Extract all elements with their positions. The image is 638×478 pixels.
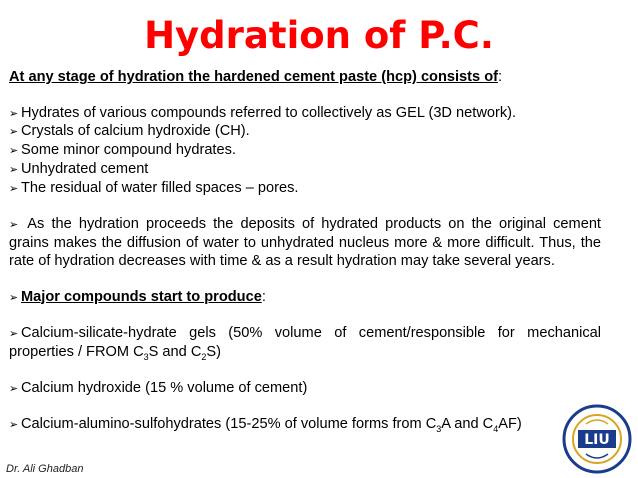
arrow-bullet-icon: ➢ bbox=[9, 328, 19, 341]
list-item: ➢ Some minor compound hydrates. bbox=[9, 142, 601, 161]
logo-letters: LIU bbox=[584, 432, 610, 448]
arrow-bullet-icon: ➢ bbox=[9, 107, 19, 120]
list-item: ➢ Hydrates of various compounds referred to collectively as GEL (3D network). bbox=[9, 105, 601, 124]
compound-cas: ➢ Calcium-alumino-sulfohydrates (15-25% of volume forms from $C_3A$ and $C_4AF$) bbox=[9, 416, 522, 435]
arrow-bullet-icon: ➢ bbox=[9, 182, 19, 195]
list-item: ➢ Unhydrated cement bbox=[9, 161, 601, 180]
arrow-bullet-icon: ➢ bbox=[9, 291, 19, 304]
compound-ch: ➢ Calcium hydroxide (15 % volume of cement) bbox=[9, 380, 601, 399]
hydration-paragraph: ➢ As the hydration proceeds the deposits of hydrated products on the original cement grains makes the diffusion of water to unhydrated nucleus more & more difficult. Thus, the rate of hydration decreases with time & as a result hydration may take several years. bbox=[9, 216, 601, 269]
list-item: ➢ Crystals of calcium hydroxide (CH). bbox=[9, 123, 601, 142]
arrow-bullet-icon: ➢ bbox=[9, 382, 19, 395]
arrow-bullet-icon: ➢ bbox=[9, 163, 19, 176]
arrow-bullet-icon: ➢ bbox=[9, 419, 19, 432]
compound-csh: ➢ Calcium-silicate-hydrate gels (50% volume of cement/responsible for mechanical properties / FROM $C_3S$ and $C_2S$) bbox=[9, 325, 601, 362]
intro-line bbox=[9, 69, 601, 87]
list-item: ➢ The residual of water filled spaces – pores. bbox=[9, 180, 601, 199]
liu-logo bbox=[562, 404, 632, 474]
arrow-bullet-icon: ➢ bbox=[9, 145, 19, 158]
page-title: Hydration of P.C. bbox=[144, 14, 494, 57]
intro-colon: : bbox=[497, 69, 503, 85]
major-compounds-heading: ➢ Major compounds start to produce: bbox=[9, 289, 601, 308]
arrow-bullet-icon: ➢ bbox=[9, 219, 19, 232]
arrow-bullet-icon: ➢ bbox=[9, 126, 19, 139]
intro-text: At any stage of hydration the hardened cement paste (hcp) consists of bbox=[9, 69, 498, 85]
author-footer: Dr. Ali Ghadban bbox=[6, 463, 84, 475]
slide-content bbox=[9, 69, 601, 435]
